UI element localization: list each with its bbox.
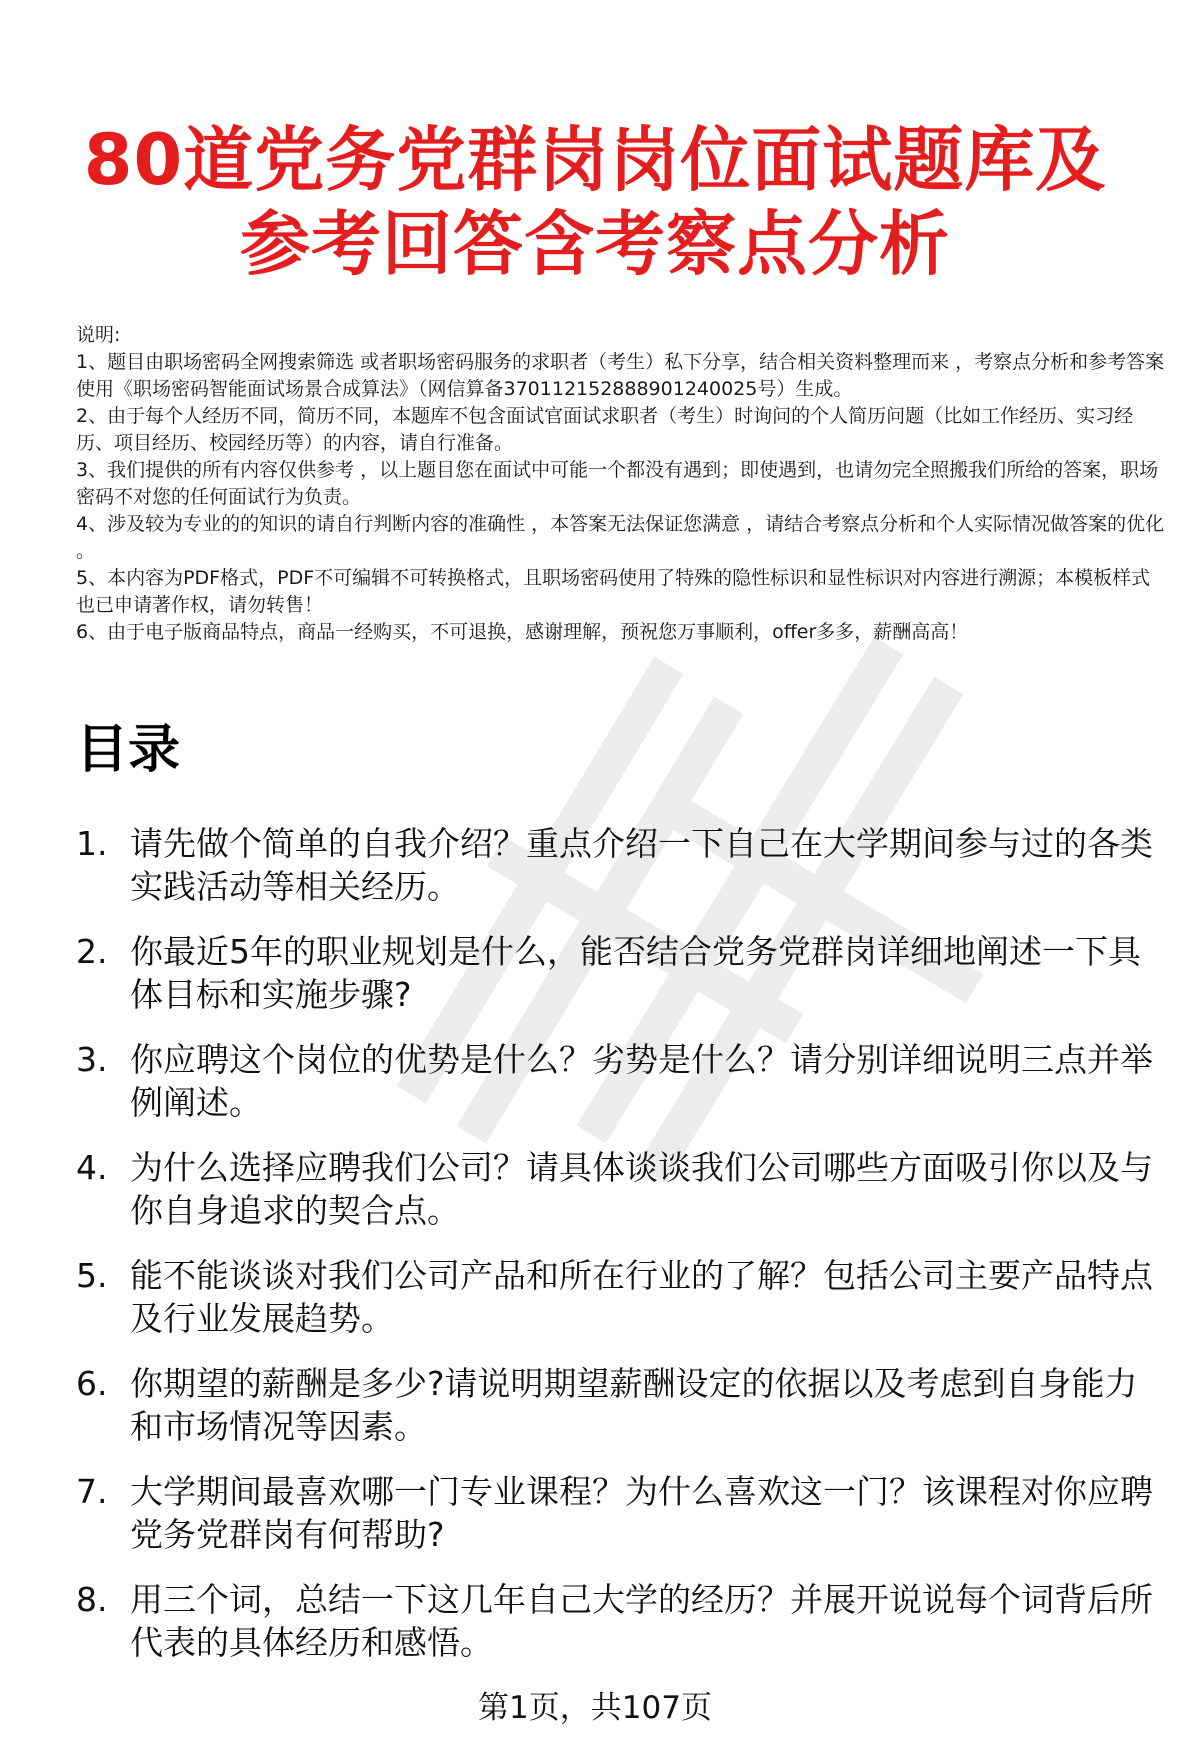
note-item: 1、题目由职场密码全网搜索筛选 或者职场密码服务的求职者（考生）私下分享，结合相关资料整理而来 ，考察点分析和参考答案使用《职场密码智能面试场景合成算法》（网信算备370112152888901240025号）生成。 — [76, 351, 1165, 400]
note-item: 3、我们提供的所有内容仅供参考 ，以上题目您在面试中可能一个都没有遇到；即使遇到，也请勿完全照搬我们所给的答案，职场密码不对您的任何面试行为负责。 — [76, 459, 1159, 508]
toc-item-text: 你最近5年的职业规划是什么，能否结合党务党群岗详细地阐述一下具体目标和实施步骤? — [130, 932, 1141, 1014]
toc-item[interactable] — [76, 1254, 1166, 1340]
toc-item-text: 你应聘这个岗位的优势是什么？劣势是什么？请分别详细说明三点并举例阐述。 — [130, 1040, 1153, 1122]
toc-item-text: 大学期间最喜欢哪一门专业课程？为什么喜欢这一门？该课程对你应聘党务党群岗有何帮助? — [130, 1472, 1153, 1554]
toc-item-text: 为什么选择应聘我们公司？请具体谈谈我们公司哪些方面吸引你以及与你自身追求的契合点。 — [130, 1148, 1153, 1230]
document-title: 80道党务党群岗岗位面试题库及参考回答含考察点分析 — [83, 119, 1107, 285]
note-item: 2、由于每个人经历不同，简历不同，本题库不包含面试官面试求职者（考生）时询问的个人简历问题（比如工作经历、实习经历、项目经历、校园经历等）的内容，请自行准备。 — [76, 405, 1134, 454]
toc-item-number: 1. — [76, 824, 108, 863]
toc-item-text: 用三个词，总结一下这几年自己大学的经历？并展开说说每个词背后所代表的具体经历和感悟。 — [130, 1580, 1153, 1662]
toc-item[interactable] — [76, 1038, 1166, 1124]
toc-item-number: 4. — [76, 1148, 108, 1187]
toc-item-text: 请先做个简单的自我介绍？重点介绍一下自己在大学期间参与过的各类实践活动等相关经历。 — [130, 824, 1153, 906]
toc-item[interactable] — [76, 1578, 1166, 1664]
note-item: 5、本内容为PDF格式，PDF不可编辑不可转换格式，且职场密码使用了特殊的隐性标识和显性标识对内容进行溯源；本模板样式也已申请著作权，请勿转售！ — [76, 567, 1151, 616]
toc-item[interactable] — [76, 822, 1166, 908]
toc-item-number: 6. — [76, 1364, 108, 1403]
note-item: 6、由于电子版商品特点，商品一经购买，不可退换，感谢理解，预祝您万事顺利，offer多多，薪酬高高！ — [76, 621, 969, 643]
notes-label: 说明: — [76, 324, 121, 346]
toc-item-number: 8. — [76, 1580, 108, 1619]
toc-item-number: 3. — [76, 1040, 108, 1079]
toc-item-number: 2. — [76, 932, 108, 971]
toc-item[interactable] — [76, 1362, 1166, 1448]
toc-item-number: 7. — [76, 1472, 108, 1511]
toc-item-text: 能不能谈谈对我们公司产品和所在行业的了解？包括公司主要产品特点及行业发展趋势。 — [130, 1256, 1153, 1338]
toc-heading: 目录 — [76, 720, 181, 780]
page-number-footer: 第1页，共107页 — [478, 1690, 712, 1726]
toc-list — [76, 822, 1166, 1686]
toc-item[interactable] — [76, 1470, 1166, 1556]
toc-item-text: 你期望的薪酬是多少?请说明期望薪酬设定的依据以及考虑到自身能力和市场情况等因素。 — [130, 1364, 1138, 1446]
toc-item[interactable] — [76, 1146, 1166, 1232]
disclaimer-notes — [76, 322, 1166, 646]
toc-item-number: 5. — [76, 1256, 108, 1295]
note-item: 4、涉及较为专业的的知识的请自行判断内容的准确性 ，本答案无法保证您满意 ，请结合考察点分析和个人实际情况做答案的优化 。 — [76, 513, 1165, 562]
toc-item[interactable] — [76, 930, 1166, 1016]
